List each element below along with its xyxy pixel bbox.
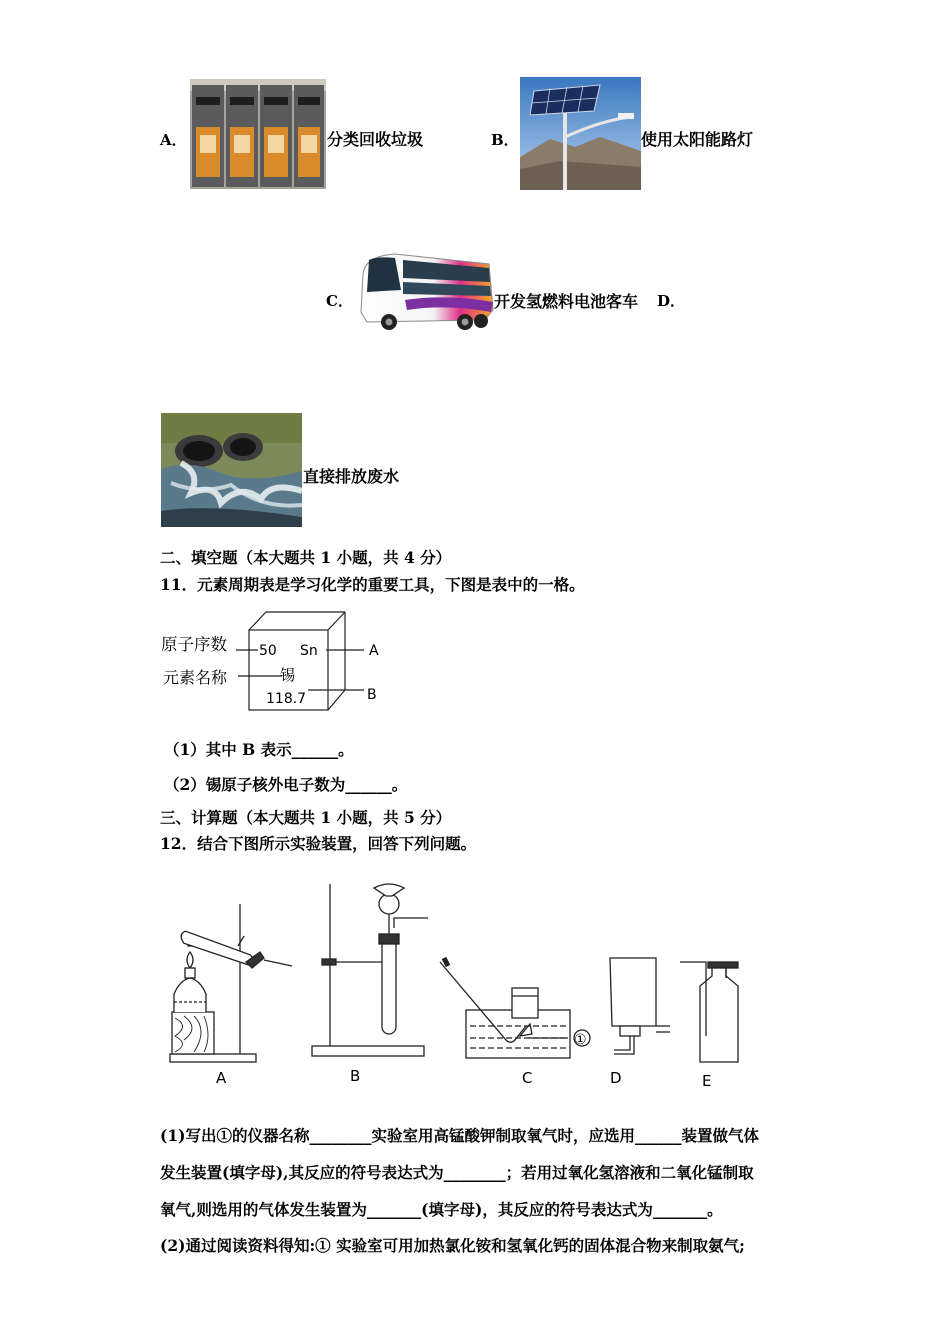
apparatus-label-e: E: [702, 1072, 712, 1090]
cell-pointer-b: B: [367, 687, 377, 703]
option-c-text: 开发氢燃料电池客车: [494, 292, 639, 311]
apparatus-marker-1: ①: [574, 1032, 587, 1048]
cell-atomic-mass: 118.7: [266, 691, 307, 707]
question-12: 12．结合下图所示实验装置，回答下列问题。: [160, 834, 477, 853]
solar-street-lamp-photo: [520, 77, 641, 190]
periodic-cell-diagram: [158, 604, 398, 716]
question-12-part-2-line-1: (2)通过阅读资料得知:① 实验室可用加热氯化铵和氢氧化钙的固体混合物来制取氨气;: [160, 1236, 745, 1255]
option-b-text: 使用太阳能路灯: [641, 130, 754, 149]
wastewater-discharge-photo: [161, 413, 302, 527]
apparatus-label-c: C: [522, 1069, 533, 1087]
cell-label-element-name: 元素名称: [163, 668, 228, 687]
question-11: 11．元素周期表是学习化学的重要工具，下图是表中的一格。: [160, 575, 585, 594]
cell-element-name: 锡: [280, 666, 296, 684]
question-12-part-1-line-1: (1)写出①的仪器名称________实验室用高锰酸钾制取氧气时，应选用______装置做气体: [160, 1126, 759, 1145]
cell-symbol: Sn: [300, 643, 318, 659]
question-11-sub-1: （1）其中 B 表示______。: [164, 740, 354, 759]
apparatus-label-d: D: [610, 1069, 622, 1087]
option-d-text: 直接排放废水: [303, 467, 400, 486]
cell-label-atomic-number: 原子序数: [161, 635, 227, 654]
cell-pointer-a: A: [369, 643, 379, 659]
option-a-text: 分类回收垃圾: [327, 130, 424, 149]
option-b-letter: B．: [491, 131, 519, 149]
apparatus-label-a: A: [216, 1069, 227, 1087]
cell-atomic-number: 50: [259, 643, 277, 659]
question-12-part-1-line-2: 发生装置(填字母),其反应的符号表达式为________；若用过氧化氢溶液和二氧化锰制取: [160, 1163, 754, 1182]
question-11-sub-2: （2）锡原子核外电子数为______。: [164, 775, 408, 794]
apparatus-label-b: B: [350, 1067, 361, 1085]
section-2-heading: 二、填空题（本大题共 1 小题，共 4 分）: [160, 548, 452, 567]
option-d-letter: D．: [657, 292, 686, 310]
option-c-letter: C．: [326, 292, 353, 310]
option-a-letter: A．: [160, 131, 187, 149]
section-3-heading: 三、计算题（本大题共 1 小题，共 5 分）: [160, 808, 452, 827]
recycling-bins-photo: [190, 79, 326, 189]
lab-apparatus-diagram: [160, 876, 800, 1096]
hydrogen-bus-photo: [355, 250, 495, 336]
question-12-part-1-line-3: 氧气,则选用的气体发生装置为_______(填字母)，其反应的符号表达式为_______。: [160, 1200, 723, 1219]
